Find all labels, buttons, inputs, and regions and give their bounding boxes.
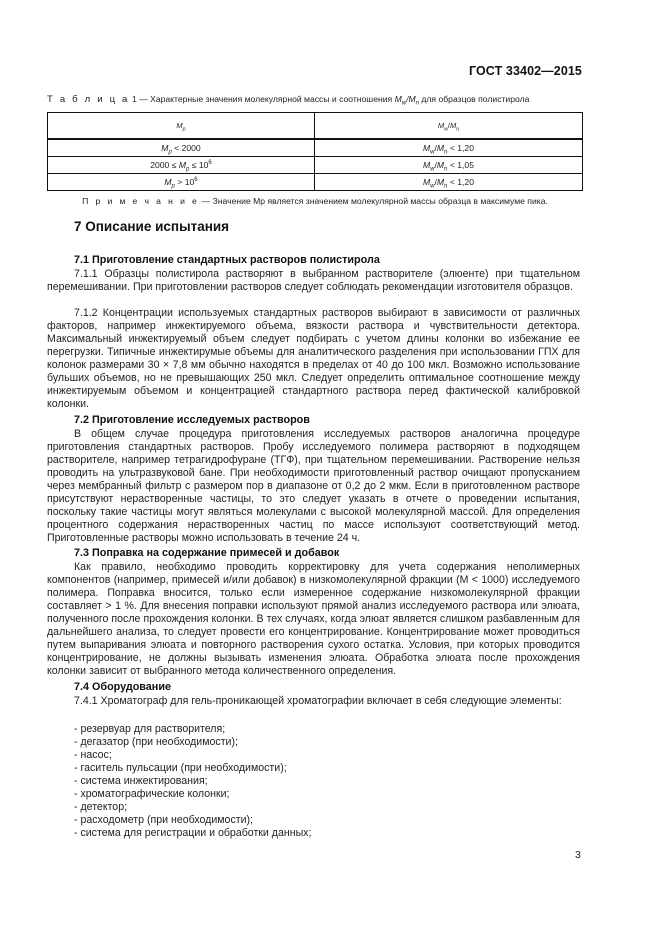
note-label: П р и м е ч а н и е (82, 196, 200, 206)
table-note (47, 196, 583, 206)
table-caption-symbol: $M_w/M_n$ (394, 94, 420, 107)
table-caption-number: 1 — (131, 94, 148, 104)
table-caption-text-after: для образцов полистирола (421, 94, 530, 104)
list-item: - насос; (74, 749, 112, 761)
note-text: — Значение Mp является значением молекулярной массы образца в максимуме пика. (201, 196, 548, 206)
list-item: - детектор; (74, 801, 128, 813)
table-cell: $M_w/M_n < 1,20$ (315, 139, 583, 157)
section-7-title: 7 Описание испытания (74, 219, 230, 234)
list-item: - дегазатор (при необходимости); (74, 736, 238, 748)
table-cell: $M_p > 10^6$ (48, 174, 315, 191)
list-item: - гаситель пульсации (при необходимости); (74, 762, 287, 774)
table-cell: $M_w/M_n < 1,05$ (315, 157, 583, 174)
table-row (48, 157, 583, 174)
paragraph-7-1-1: 7.1.1 Образцы полистирола растворяют в выбранном растворителе (элюенте) при тщательном перемешивании. При приготовлении растворов следует соблюдать рекомендации изготовителя образцов. (47, 268, 580, 293)
paragraph-7-4-1: 7.4.1 Хроматограф для гель-проникающей хроматографии включает в себя следующие элементы: (74, 695, 562, 707)
page-number: 3 (575, 849, 581, 861)
standard-code: ГОСТ 33402—2015 (468, 64, 582, 78)
table-cell: $2000 \le M_p \le 10^6$ (48, 157, 315, 174)
section-7-4-title: 7.4 Оборудование (74, 681, 171, 693)
list-item: - система инжектирования; (74, 775, 208, 787)
section-7-2-title: 7.2 Приготовление исследуемых растворов (74, 414, 310, 426)
section-7-3-title: 7.3 Поправка на содержание примесей и добавок (74, 547, 340, 559)
table-header-row (48, 113, 583, 140)
equipment-list (74, 723, 311, 840)
paragraph-7-2: В общем случае процедура приготовления исследуемых растворов аналогична процедуре приготовления стандартных растворов. Пробу исследуемого полимера растворяют в подходящем растворителе, например тетрагидрофуране (ТГФ), при тщательном перемешивании. Растворение нельзя проводить на ультразвуковой бане. При необходимости приготовленный раствор очищают пропусканием через мембранный фильтр с размером пор в диапазоне от 0,2 до 2 мкм. Если в приготовленном растворе присутствуют нерастворенные частицы, то это следует указать в отчете о проведении испытания, поскольку такие частицы могут являться молекулами с высокой молекулярной массой. Для определения процентного содержания нерастворенных частиц по массе используют соответствующий метод. Приготовленные растворы можно использовать в течение 24 ч. (47, 428, 580, 544)
section-7-1-title: 7.1 Приготовление стандартных растворов полистирола (74, 254, 380, 266)
list-item: - хроматографические колонки; (74, 788, 230, 800)
list-item: - система для регистрации и обработки данных; (74, 827, 312, 839)
paragraph-7-3: Как правило, необходимо проводить корректировку для учета содержания неполимерных компонентов (например, примесей и/или добавок) в низкомолекулярной фракции (M < 1000) исследуемого полимера. Поправка вносится, только если измеренное содержание низкомолекулярной фракции составляет > 1 %. Для внесения поправки используют прямой анализ исследуемого раствора или элюата, полученного после прохождения колонки. В тех случаях, когда элюат является слишком разбавленным для дальнейшего анализа, то следует провести его концентрирование. Концентрирование может проводиться путем выпаривания элюата и повторного растворения сухого остатка. Условия, при которых проводится концентрирование, не должны вызывать изменения элюата. Обработка элюата после прохождения колонки зависит от выбранного метода количественного определения. (47, 561, 580, 677)
table-cell: $M_p < 2000$ (48, 139, 315, 157)
table-row (48, 174, 583, 191)
column-header-mp: $M_p$ (48, 113, 315, 140)
table-row (48, 139, 583, 157)
table-caption (47, 94, 587, 105)
molecular-mass-table (47, 112, 583, 191)
list-item: - резервуар для растворителя; (74, 723, 226, 735)
column-header-mw-mn: $M_w/M_n$ (315, 113, 583, 140)
paragraph-7-1-2: 7.1.2 Концентрации используемых стандартных растворов выбирают в зависимости от различных факторов, например инжектируемого объема, вязкости раствора и чувствительности детектора. Максимальный инжектируемый объем следует подбирать с учетом длины колонки во избежание ее перегрузки. Типичные инжектирумые объемы для аналитического разделения при использовании ГПХ для колонок размерами 30 × 7,8 мм обычно находятся в пределах от 40 до 100 мкл. Возможно использование бульших объемов, но не превышающих 250 мкл. Следует определить оптимальное соотношение между инжектируемым объемом и концентрацией стандартного раствора перед фактической калибровкой колонки. (47, 307, 580, 410)
table-caption-label: Т а б л и ц а (47, 94, 130, 105)
table-cell: $M_w/M_n < 1,20$ (315, 174, 583, 191)
table-caption-text: Характерные значения молекулярной массы и соотношения (150, 94, 393, 104)
list-item: - расходометр (при необходимости); (74, 814, 253, 826)
